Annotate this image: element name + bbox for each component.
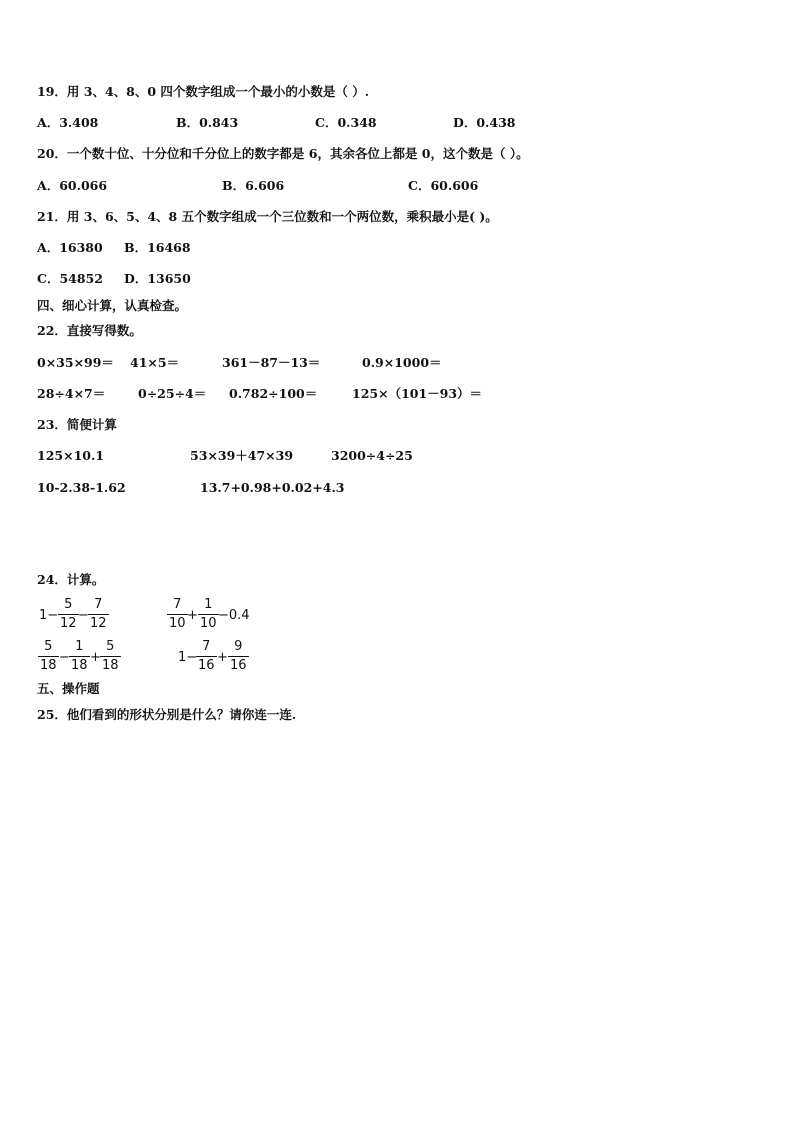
q22-title: 22．直接写得数。 — [37, 323, 142, 338]
fraction: 7 16 — [198, 639, 215, 673]
q20-option-b[interactable]: B．6.606 — [222, 178, 285, 193]
q23-item: 125×10.1 — [37, 448, 105, 463]
section-4-heading: 四、细心计算，认真检查。 — [37, 298, 188, 313]
q21-option-d[interactable]: D．13650 — [124, 271, 191, 286]
q22-item: 0÷25÷4＝ — [138, 386, 207, 401]
q22-item: 28÷4×7＝ — [37, 386, 106, 401]
q23-item: 3200÷4÷25 — [331, 448, 413, 463]
fraction: 5 18 — [40, 639, 57, 673]
fraction: 1 10 — [200, 597, 217, 631]
q24-title: 24．计算。 — [37, 572, 105, 587]
q23-title: 23．简便计算 — [37, 417, 117, 432]
q23-item: 13.7+0.98+0.02+4.3 — [200, 480, 345, 495]
q22-item: 41×5＝ — [130, 355, 180, 370]
fraction: 7 10 — [169, 597, 186, 631]
q22-item: 0×35×99＝ — [37, 355, 114, 370]
q21-stem: 21．用 3、6、5、4、8 五个数字组成一个三位数和一个两位数，乘积最小是( )。 — [37, 209, 498, 224]
q21-option-a[interactable]: A．16380 — [37, 240, 103, 255]
fraction: 5 12 — [60, 597, 77, 631]
q19-option-a[interactable]: A．3.408 — [37, 115, 99, 130]
q19-stem: 19．用 3、4、8、0 四个数字组成一个最小的小数是（ ）. — [37, 84, 370, 99]
q20-option-a[interactable]: A．60.066 — [37, 178, 108, 193]
fraction: 7 12 — [90, 597, 107, 631]
q22-item: 0.9×1000＝ — [362, 355, 442, 370]
fraction: 1 18 — [71, 639, 88, 673]
q23-item: 10-2.38-1.62 — [37, 480, 126, 495]
expr-operator: − — [59, 650, 70, 665]
q22-item: 125×（101－93）＝ — [352, 386, 483, 401]
expr-operator: 1− — [178, 650, 198, 665]
q19-option-c[interactable]: C．0.348 — [315, 115, 377, 130]
q21-option-c[interactable]: C．54852 — [37, 271, 103, 286]
expr-operator: −0.4 — [218, 608, 250, 623]
fraction: 9 16 — [230, 639, 247, 673]
section-5-heading: 五、操作题 — [37, 681, 100, 696]
q19-option-b[interactable]: B．0.843 — [176, 115, 239, 130]
expr-operator: + — [90, 650, 101, 665]
q25-stem: 25．他们看到的形状分别是什么？请你连一连. — [37, 707, 297, 722]
q21-option-b[interactable]: B．16468 — [124, 240, 191, 255]
q22-item: 361－87－13＝ — [222, 355, 321, 370]
expr-operator: + — [187, 608, 198, 623]
q20-stem: 20．一个数十位、十分位和千分位上的数字都是 6，其余各位上都是 0，这个数是（ ）。 — [37, 146, 529, 161]
expr-operator: + — [217, 650, 228, 665]
q20-option-c[interactable]: C．60.606 — [408, 178, 479, 193]
q19-option-d[interactable]: D．0.438 — [453, 115, 516, 130]
expr-operator: 1− — [39, 608, 59, 623]
q23-item: 53×39＋47×39 — [190, 448, 294, 463]
q22-item: 0.782÷100＝ — [229, 386, 318, 401]
fraction: 5 18 — [102, 639, 119, 673]
expr-operator: − — [78, 608, 89, 623]
